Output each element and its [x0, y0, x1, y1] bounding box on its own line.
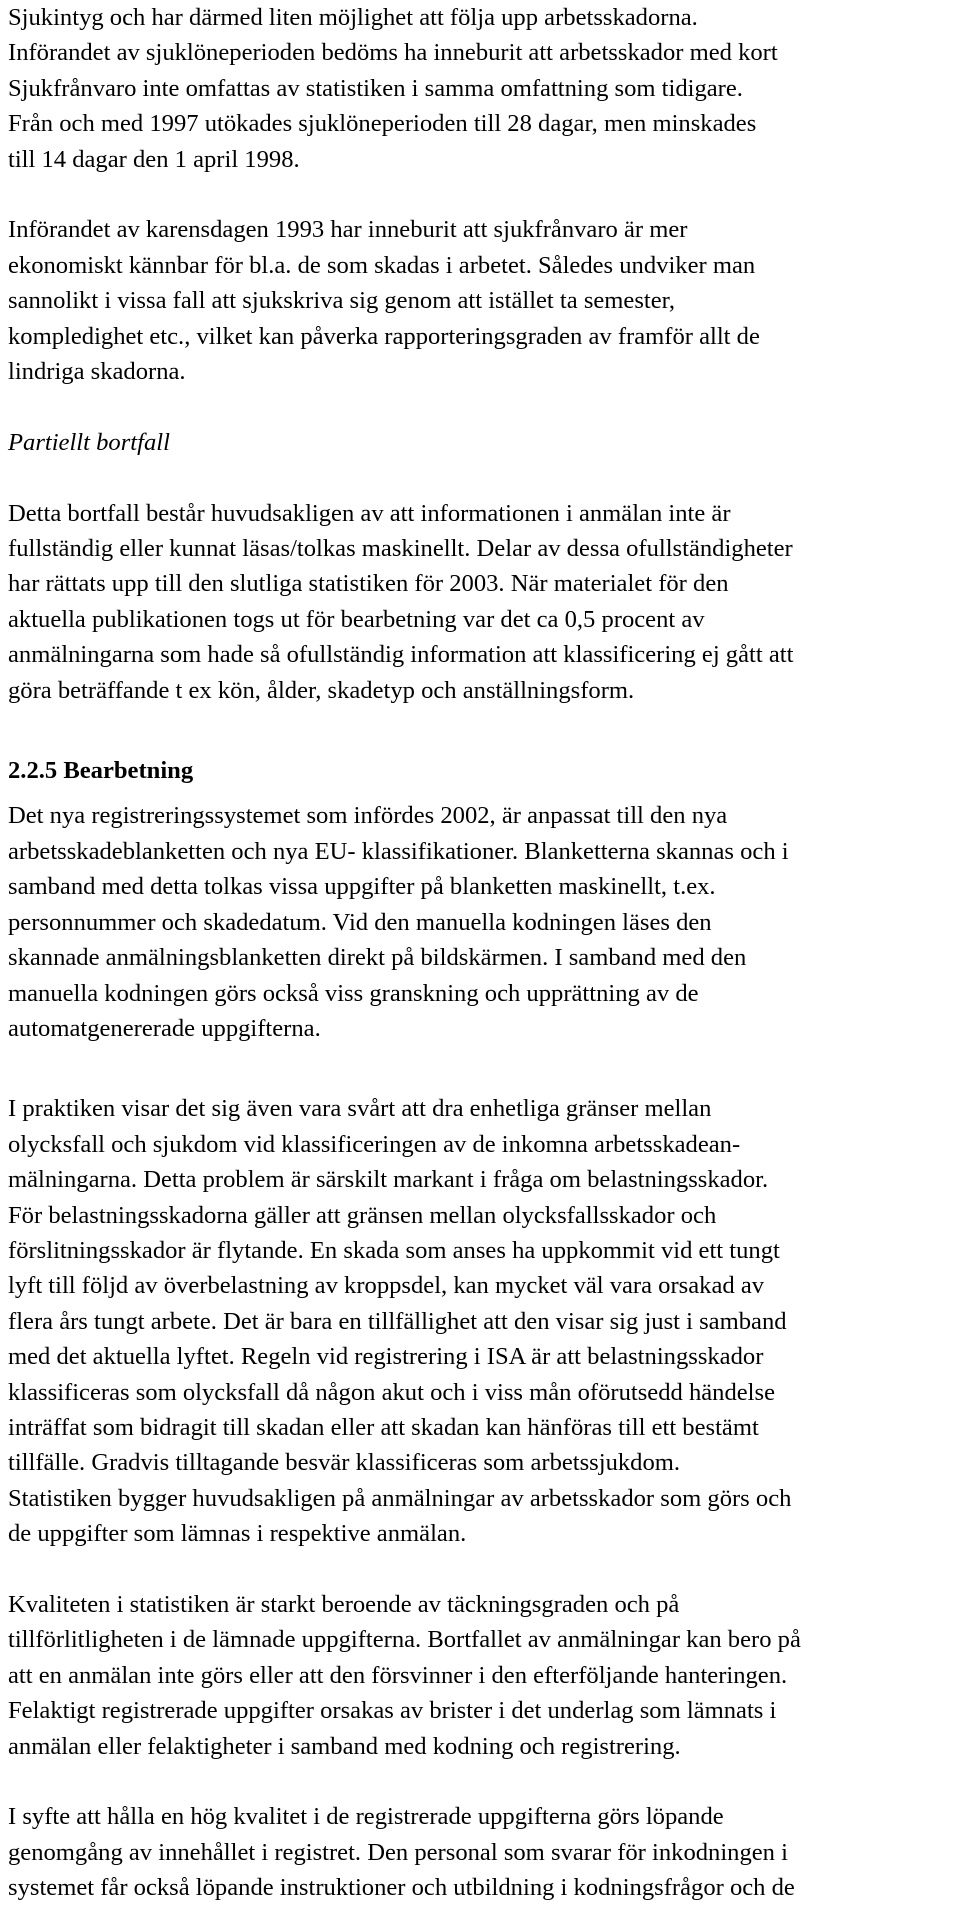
text-line: Sjukintyg och har därmed liten möjlighet att följa upp arbetsskadorna. [8, 4, 698, 31]
text-line: fullständig eller kunnat läsas/tolkas maskinellt. Delar av dessa ofullständigheter [8, 535, 793, 563]
text-line: systemet får också löpande instruktioner och utbildning i kodningsfrågor och de [8, 1874, 795, 1902]
text-line: I praktiken visar det sig även vara svårt att dra enhetliga gränser mellan [8, 1095, 712, 1123]
paragraph-kvalitet [8, 1587, 954, 1764]
text-line: manuella kodningen görs också viss granskning och upprättning av de [8, 979, 699, 1007]
section-number: 2.2.5 [8, 757, 58, 785]
text-line: med det aktuella lyftet. Regeln vid registrering i ISA är att belastningsskador [8, 1343, 764, 1371]
text-line: Införandet av karensdagen 1993 har inneburit att sjukfrånvaro är mer [8, 216, 688, 244]
text-line: Sjukfrånvaro inte omfattas av statistiken i samma omfattning som tidigare. [8, 74, 743, 102]
text-line: att en anmälan inte görs eller att den försvinner i den efterföljande hanteringen. [8, 1661, 788, 1689]
text-line: Införandet av sjuklöneperioden bedöms ha inneburit att arbetsskador med kort [8, 39, 778, 67]
text-line: anmälan eller felaktigheter i samband med kodning och registrering. [8, 1732, 681, 1760]
text-line: förslitningsskador är flytande. En skada som anses ha uppkommit vid ett tungt [8, 1236, 780, 1264]
text-line: klassificeras som olycksfall då någon akut och i viss mån oförutsedd händelse [8, 1378, 776, 1406]
text-line: automatgenererade uppgifterna. [8, 1014, 321, 1042]
paragraph-spacer [8, 389, 954, 424]
document-page [8, 0, 954, 1906]
subheading-partiellt-bortfall: Partiellt bortfall [8, 428, 170, 456]
paragraph-syfte [8, 1799, 954, 1905]
text-line: tillfälle. Gradvis tilltagande besvär klassificeras som arbetssjukdom. [8, 1449, 681, 1477]
text-line: flera års tungt arbete. Det är bara en tillfällighet att den visar sig just i samband [8, 1307, 787, 1335]
text-line: Kvaliteten i statistiken är starkt beroende av täckningsgraden och på [8, 1591, 680, 1618]
text-line: till 14 dagar den 1 april 1998. [8, 145, 300, 173]
paragraph-spacer [8, 1046, 954, 1091]
paragraph-praktiken [8, 1091, 954, 1551]
paragraph-spacer [8, 177, 954, 212]
text-line: sannolikt i vissa fall att sjukskriva sig genom att istället ta semester, [8, 287, 676, 315]
text-line: Statistiken bygger huvudsakligen på anmälningar av arbetsskador som görs och [8, 1484, 792, 1512]
paragraph-registrering [8, 798, 954, 1046]
text-line: lindriga skadorna. [8, 358, 186, 386]
text-line: För belastningsskadorna gäller att gränsen mellan olycksfallsskador och [8, 1201, 717, 1229]
text-line: olycksfall och sjukdom vid klassificeringen av de inkomna arbetsskadean- [8, 1130, 741, 1158]
text-line: skannade anmälningsblanketten direkt på bildskärmen. I samband med den [8, 944, 747, 972]
paragraph-spacer [8, 708, 954, 753]
text-line: Detta bortfall består huvudsakligen av att informationen i anmälan inte är [8, 499, 731, 527]
paragraph-sjukintyg [8, 0, 954, 177]
text-line: anmälningarna som hade så ofullständig information att klassificering ej gått att [8, 641, 794, 669]
text-line: lyft till följd av överbelastning av kroppsdel, kan mycket väl vara orsakad av [8, 1272, 765, 1300]
text-line: aktuella publikationen togs ut för bearbetning var det ca 0,5 procent av [8, 605, 705, 633]
paragraph-spacer [8, 788, 954, 798]
text-line: genomgång av innehållet i registret. Den personal som svarar för inkodningen i [8, 1838, 788, 1866]
text-line: mälningarna. Detta problem är särskilt markant i fråga om belastningsskador. [8, 1166, 769, 1194]
text-line: samband med detta tolkas vissa uppgifter på blanketten maskinellt, t.ex. [8, 873, 716, 901]
paragraph-spacer [8, 1552, 954, 1587]
section-heading [8, 753, 954, 788]
text-line: personnummer och skadedatum. Vid den manuella kodningen läses den [8, 908, 712, 936]
text-line: tillförlitligheten i de lämnade uppgifterna. Bortfallet av anmälningar kan bero på [8, 1626, 801, 1654]
text-line: arbetsskadeblanketten och nya EU- klassifikationer. Blanketterna skannas och i [8, 837, 789, 865]
text-line: Det nya registreringssystemet som infördes 2002, är anpassat till den nya [8, 802, 728, 830]
text-line: ekonomiskt kännbar för bl.a. de som skadas i arbetet. Således undviker man [8, 251, 756, 279]
paragraph-bortfall [8, 496, 954, 708]
text-line: Felaktigt registrerade uppgifter orsakas av brister i det underlag som lämnats i [8, 1697, 777, 1725]
text-line: inträffat som bidragit till skadan eller att skadan kan hänföras till ett bestämt [8, 1413, 759, 1441]
text-line: göra beträffande t ex kön, ålder, skadetyp och anställningsform. [8, 676, 635, 704]
section-title: Bearbetning [63, 757, 194, 785]
paragraph-spacer [8, 1764, 954, 1799]
text-line: kompledighet etc., vilket kan påverka rapporteringsgraden av framför allt de [8, 322, 760, 350]
text-line: I syfte att hålla en hög kvalitet i de registrerade uppgifterna görs löpande [8, 1803, 724, 1831]
paragraph-spacer [8, 460, 954, 495]
text-line: Från och med 1997 utökades sjuklöneperioden till 28 dagar, men minskades [8, 110, 757, 138]
text-line: de uppgifter som lämnas i respektive anmälan. [8, 1520, 467, 1548]
text-line: har rättats upp till den slutliga statistiken för 2003. När materialet för den [8, 570, 729, 598]
paragraph-karensdag [8, 212, 954, 389]
